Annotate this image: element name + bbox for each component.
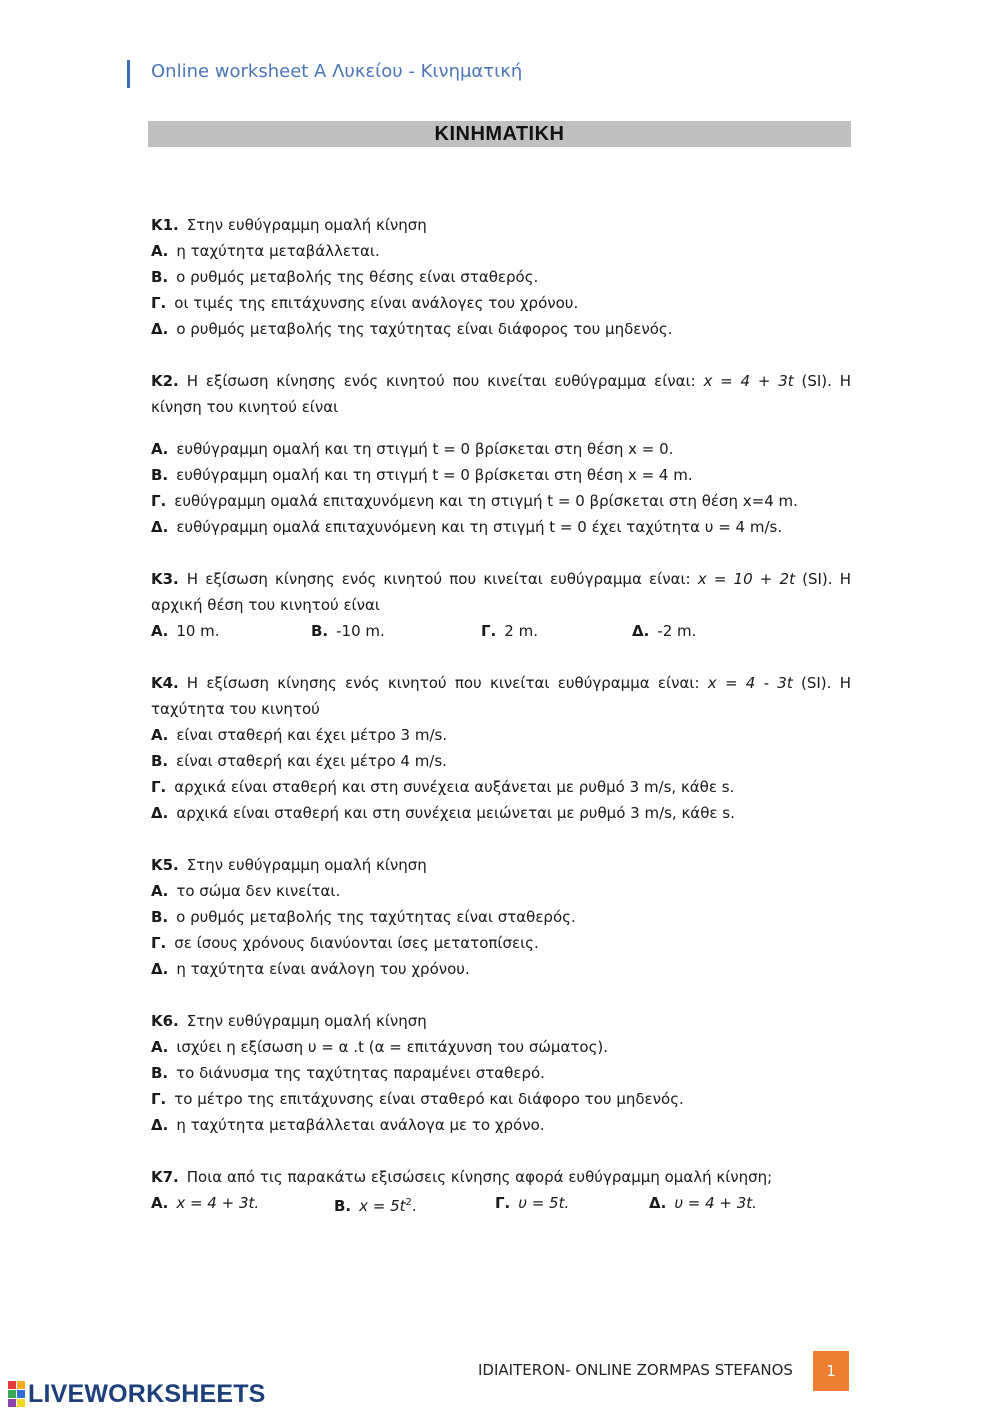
question-k2: Κ2. Η εξίσωση κίνησης ενός κινητού που κινείται ευθύγραμμα είναι: x = 4 + 3t (SI). Η κίνηση του κινητού είναι	[151, 372, 851, 416]
option-k1-a[interactable]: Α. η ταχύτητα μεταβάλλεται.	[151, 242, 380, 260]
question-label: Κ7.	[151, 1168, 179, 1186]
equation: x = 4 + 3t	[703, 372, 794, 390]
question-k4: Κ4. Η εξίσωση κίνησης ενός κινητού που κινείται ευθύγραμμα είναι: x = 4 - 3t (SI). Η ταχύτητα του κινητού	[151, 674, 851, 718]
page-number: 1	[813, 1351, 849, 1391]
title-band	[148, 121, 851, 147]
option-k4-b[interactable]: Β. είναι σταθερή και έχει μέτρο 4 m/s.	[151, 752, 447, 770]
option-k4-d[interactable]: Δ. αρχικά είναι σταθερή και στη συνέχεια μειώνεται με ρυθμό 3 m/s, κάθε s.	[151, 804, 735, 822]
worksheet-content	[151, 212, 851, 1216]
option-k7-a[interactable]: Α. x = 4 + 3t.	[151, 1194, 260, 1212]
option-k1-b[interactable]: Β. ο ρυθμός μεταβολής της θέσης είναι σταθερός.	[151, 268, 539, 286]
option-k7-d[interactable]: Δ. υ = 4 + 3t.	[649, 1194, 757, 1212]
question-k6	[151, 1008, 851, 1034]
question-label: Κ3.	[151, 570, 179, 588]
question-stem: Στην ευθύγραμμη ομαλή κίνηση	[186, 856, 427, 874]
option-k7-c[interactable]: Γ. υ = 5t.	[495, 1194, 570, 1212]
footer-author: IDIAITERON- ONLINE ZORMPAS STEFANOS	[478, 1361, 793, 1379]
option-k6-b[interactable]: Β. το διάνυσμα της ταχύτητας παραμένει σταθερό.	[151, 1064, 545, 1082]
option-k1-c[interactable]: Γ. οι τιμές της επιτάχυνσης είναι ανάλογες του χρόνου.	[151, 294, 579, 312]
question-stem: Στην ευθύγραμμη ομαλή κίνηση	[186, 216, 427, 234]
option-k5-c[interactable]: Γ. σε ίσους χρόνους διανύονται ίσες μετατοπίσεις.	[151, 934, 539, 952]
logo-blocks-icon	[8, 1381, 25, 1407]
option-k4-a[interactable]: Α. είναι σταθερή και έχει μέτρο 3 m/s.	[151, 726, 448, 744]
option-k5-d[interactable]: Δ. η ταχύτητα είναι ανάλογη του χρόνου.	[151, 960, 470, 978]
options-k7	[151, 1190, 851, 1216]
option-k6-c[interactable]: Γ. το μέτρο της επιτάχυνσης είναι σταθερό και διάφορο του μηδενός.	[151, 1090, 684, 1108]
question-label: Κ2.	[151, 372, 179, 390]
equation: x = 4 - 3t	[707, 674, 793, 692]
option-k3-a[interactable]: Α. 10 m.	[151, 622, 220, 640]
header-title: Online worksheet Α Λυκείου - Κινηματική	[151, 61, 523, 82]
option-k2-a[interactable]: Α. ευθύγραμμη ομαλή και τη στιγμή t = 0 βρίσκεται στη θέση x = 0.	[151, 440, 674, 458]
question-k7	[151, 1164, 851, 1190]
option-k3-b[interactable]: Β. -10 m.	[311, 622, 385, 640]
option-k6-d[interactable]: Δ. η ταχύτητα μεταβάλλεται ανάλογα με το χρόνο.	[151, 1116, 545, 1134]
option-k5-b[interactable]: Β. ο ρυθμός μεταβολής της ταχύτητας είναι σταθερός.	[151, 908, 576, 926]
option-k3-d[interactable]: Δ. -2 m.	[632, 622, 697, 640]
option-k3-c[interactable]: Γ. 2 m.	[481, 622, 538, 640]
options-k3	[151, 618, 851, 644]
option-k1-d[interactable]: Δ. ο ρυθμός μεταβολής της ταχύτητας είναι διάφορος του μηδενός.	[151, 320, 673, 338]
question-k5	[151, 852, 851, 878]
option-k7-b[interactable]: Β. $x = 5t^2$.	[334, 1197, 417, 1215]
question-label: Κ4.	[151, 674, 179, 692]
option-k2-b[interactable]: Β. ευθύγραμμη ομαλή και τη στιγμή t = 0 βρίσκεται στη θέση x = 4 m.	[151, 466, 693, 484]
question-label: Κ1.	[151, 216, 179, 234]
liveworksheets-logo[interactable]	[8, 1381, 266, 1407]
equation: x = 10 + 2t	[697, 570, 795, 588]
option-k4-c[interactable]: Γ. αρχικά είναι σταθερή και στη συνέχεια αυξάνεται με ρυθμό 3 m/s, κάθε s.	[151, 778, 735, 796]
option-k2-d[interactable]: Δ. ευθύγραμμη ομαλά επιταχυνόμενη και τη στιγμή t = 0 έχει ταχύτητα υ = 4 m/s.	[151, 518, 783, 536]
question-label: Κ6.	[151, 1012, 179, 1030]
page-title: ΚΙΝΗΜΑΤΙΚΗ	[434, 123, 565, 145]
question-k3: Κ3. Η εξίσωση κίνησης ενός κινητού που κινείται ευθύγραμμα είναι: x = 10 + 2t (SI). Η αρχική θέση του κινητού είναι	[151, 570, 851, 614]
header-accent-bar	[127, 60, 130, 88]
option-k5-a[interactable]: Α. το σώμα δεν κινείται.	[151, 882, 341, 900]
question-k1	[151, 212, 851, 238]
question-stem: Στην ευθύγραμμη ομαλή κίνηση	[186, 1012, 427, 1030]
logo-text: LIVEWORKSHEETS	[28, 1379, 266, 1408]
question-stem: Ποια από τις παρακάτω εξισώσεις κίνησης αφορά ευθύγραμμη ομαλή κίνηση;	[186, 1168, 773, 1186]
question-label: Κ5.	[151, 856, 179, 874]
option-k2-c[interactable]: Γ. ευθύγραμμη ομαλά επιταχυνόμενη και τη στιγμή t = 0 βρίσκεται στη θέση x=4 m.	[151, 492, 798, 510]
option-k6-a[interactable]: Α. ισχύει η εξίσωση υ = α .t (α = επιτάχυνση του σώματος).	[151, 1038, 608, 1056]
